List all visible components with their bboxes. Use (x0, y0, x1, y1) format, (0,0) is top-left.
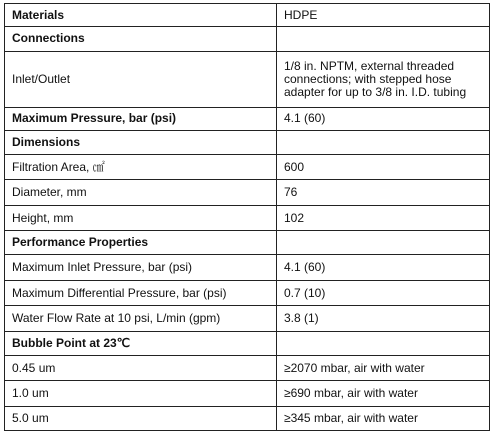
diameter-value: 76 (277, 180, 490, 205)
max-pressure-value: 4.1 (60) (277, 107, 490, 130)
table-row (5, 355, 490, 380)
table-row (5, 205, 490, 230)
table-row (5, 4, 490, 27)
height-value: 102 (277, 205, 490, 230)
max-diff-label: Maximum Differential Pressure, bar (psi) (5, 280, 277, 305)
table-row (5, 130, 490, 154)
inlet-outlet-line: connections; with stepped hose (284, 71, 452, 86)
filtration-area-value: 600 (277, 155, 490, 180)
bp-50-label: 5.0 um (5, 406, 277, 430)
max-pressure-label: Maximum Pressure, bar (psi) (5, 107, 277, 130)
table-row (5, 155, 490, 180)
performance-heading: Performance Properties (5, 231, 277, 255)
materials-value: HDPE (277, 4, 490, 27)
bp-045-value: ≥2070 mbar, air with water (277, 355, 490, 380)
max-inlet-value: 4.1 (60) (277, 255, 490, 280)
connections-heading: Connections (5, 27, 277, 51)
table-row (5, 51, 490, 107)
table-row (5, 306, 490, 331)
water-flow-value: 3.8 (1) (277, 306, 490, 331)
table-row (5, 406, 490, 430)
empty-cell (277, 331, 490, 355)
bp-50-value: ≥345 mbar, air with water (277, 406, 490, 430)
inlet-outlet-line: adapter for up to 3/8 in. I.D. tubing (284, 84, 467, 99)
filtration-area-label: Filtration Area, ㎠ (5, 155, 277, 180)
height-label: Height, mm (5, 205, 277, 230)
specifications-table (4, 3, 490, 431)
max-diff-value: 0.7 (10) (277, 280, 490, 305)
empty-cell (277, 130, 490, 154)
table-row (5, 27, 490, 51)
inlet-outlet-value (277, 51, 490, 107)
table-row (5, 231, 490, 255)
table-row (5, 255, 490, 280)
water-flow-label: Water Flow Rate at 10 psi, L/min (gpm) (5, 306, 277, 331)
table-row (5, 280, 490, 305)
inlet-outlet-label: Inlet/Outlet (5, 51, 277, 107)
materials-label: Materials (5, 4, 277, 27)
table-row (5, 107, 490, 130)
inlet-outlet-line: 1/8 in. NPTM, external threaded (284, 58, 455, 73)
table-row (5, 331, 490, 355)
bp-10-value: ≥690 mbar, air with water (277, 381, 490, 406)
table-row (5, 381, 490, 406)
bubble-point-heading: Bubble Point at 23℃ (5, 331, 277, 355)
bp-10-label: 1.0 um (5, 381, 277, 406)
dimensions-heading: Dimensions (5, 130, 277, 154)
empty-cell (277, 27, 490, 51)
max-inlet-label: Maximum Inlet Pressure, bar (psi) (5, 255, 277, 280)
empty-cell (277, 231, 490, 255)
diameter-label: Diameter, mm (5, 180, 277, 205)
table-row (5, 180, 490, 205)
bp-045-label: 0.45 um (5, 355, 277, 380)
